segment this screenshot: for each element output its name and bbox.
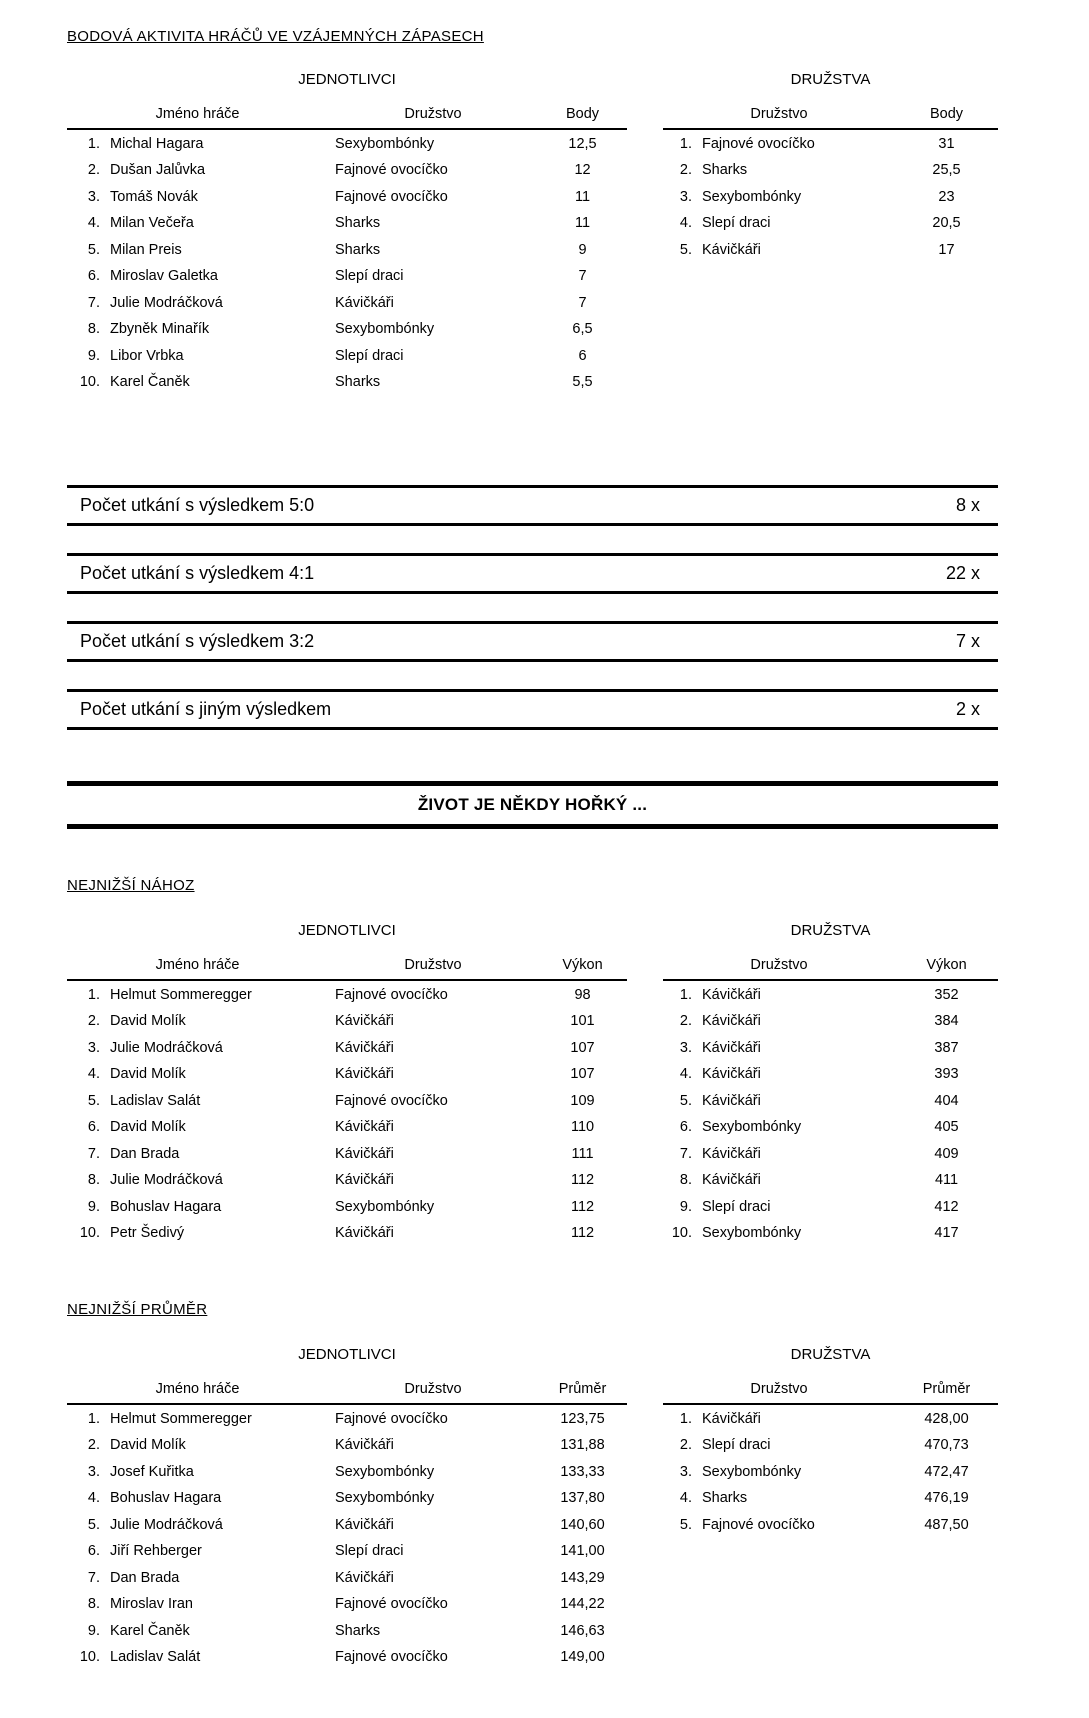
cell-value: 387 [934, 1039, 959, 1056]
table-row [663, 980, 998, 1008]
cell-name: Ladislav Salát [110, 1649, 201, 1665]
cell-rank: 5. [679, 241, 692, 258]
cell-value: 384 [934, 1013, 959, 1029]
col-header-team: Družstvo [328, 954, 538, 980]
cell-rank: 3. [679, 1039, 692, 1056]
cell-name: Julie Modráčková [110, 1172, 223, 1188]
table-header-row [663, 103, 998, 129]
cell-team: Kávičkáři [335, 1172, 394, 1188]
cell-value: 6 [578, 347, 587, 364]
cell-value: 352 [934, 986, 959, 1003]
cell-value: 110 [570, 1119, 595, 1135]
cell-team: Slepí draci [702, 215, 771, 231]
cell-name: Julie Modráčková [110, 1516, 223, 1533]
cell-team: Fajnové ovocíčko [335, 1596, 448, 1612]
cell-team: Sharks [335, 374, 381, 390]
table-row [663, 1404, 998, 1432]
cell-value: 149,00 [560, 1649, 605, 1665]
cell-team: Kávičkáři [702, 1410, 761, 1427]
cell-rank: 10. [79, 1649, 100, 1665]
col-header-points: Body [895, 103, 998, 129]
table-row [67, 1458, 627, 1485]
cell-name: Helmut Sommeregger [110, 986, 252, 1003]
cell-team: Slepí draci [702, 1437, 771, 1453]
lowest-throw-individuals-table [67, 954, 627, 1246]
cell-value: 12,5 [568, 135, 597, 152]
lowest-throw-section [67, 922, 998, 1246]
match-count-label: Počet utkání s výsledkem 5:0 [80, 495, 315, 515]
cell-value: 101 [570, 1013, 595, 1029]
table-row [67, 1114, 627, 1141]
table-row [67, 1008, 627, 1035]
match-count-value: 2 x [955, 699, 980, 719]
cell-value: 131,88 [560, 1437, 605, 1453]
cell-rank: 4. [87, 1066, 100, 1082]
cell-name: David Molík [110, 1437, 186, 1453]
cell-name: Dan Brada [110, 1569, 180, 1586]
cell-rank: 2. [87, 1013, 100, 1029]
cell-rank: 1. [87, 135, 100, 152]
cell-name: Helmut Sommeregger [110, 1410, 252, 1427]
cell-rank: 3. [679, 1463, 692, 1480]
table-header-row [67, 103, 627, 129]
cell-rank: 9. [87, 347, 100, 364]
cell-rank: 6. [87, 1543, 100, 1559]
cell-team: Sharks [335, 215, 381, 231]
cell-value: 112 [570, 1172, 595, 1188]
cell-value: 25,5 [932, 162, 961, 178]
table-row [67, 1167, 627, 1194]
table-row [663, 157, 998, 184]
cell-team: Fajnové ovocíčko [335, 986, 448, 1003]
table-row [67, 157, 627, 184]
cell-name: Miroslav Galetka [110, 268, 218, 284]
table-row [67, 342, 627, 369]
cell-rank: 9. [679, 1198, 692, 1215]
table-row [67, 1617, 627, 1644]
table-row [663, 1458, 998, 1485]
teams-label: DRUŽSTVA [790, 1346, 871, 1363]
teams-label: DRUŽSTVA [790, 71, 871, 88]
cell-team: Slepí draci [335, 268, 404, 284]
lowest-throw-teams-column [663, 922, 998, 1246]
table-row [67, 1644, 627, 1671]
table-row [663, 1034, 998, 1061]
cell-rank: 4. [87, 1490, 100, 1506]
lowest-average-teams-column [663, 1346, 998, 1538]
cell-value: 6,5 [572, 321, 593, 337]
match-count-value: 22 x [945, 563, 980, 583]
table-row [67, 289, 627, 316]
points-teams-table [663, 103, 998, 263]
cell-value: 20,5 [932, 215, 961, 231]
table-row [67, 210, 627, 237]
match-count-list [67, 485, 998, 730]
cell-rank: 3. [87, 1463, 100, 1480]
table-row [67, 1485, 627, 1512]
cell-value: 143,29 [560, 1569, 605, 1586]
cell-value: 7 [578, 268, 587, 284]
cell-team: Sexybombónky [335, 1198, 435, 1215]
cell-name: David Molík [110, 1013, 186, 1029]
table-row [663, 236, 998, 263]
cell-rank: 5. [679, 1516, 692, 1533]
cell-value: 409 [934, 1145, 959, 1162]
cell-name: Karel Čaněk [110, 374, 190, 390]
table-row [67, 980, 627, 1008]
table-row [67, 129, 627, 157]
cell-team: Kávičkáři [335, 1516, 394, 1533]
cell-rank: 3. [87, 188, 100, 205]
cell-value: 411 [934, 1172, 959, 1188]
table-row [67, 1061, 627, 1088]
col-header-performance: Výkon [895, 954, 998, 980]
cell-value: 23 [938, 188, 955, 205]
table-row [663, 1114, 998, 1141]
cell-rank: 8. [87, 321, 100, 337]
lowest-average-section [67, 1346, 998, 1670]
cell-rank: 1. [679, 1410, 692, 1427]
table-row [663, 1167, 998, 1194]
cell-value: 476,19 [924, 1490, 969, 1506]
cell-team: Kávičkáři [702, 1172, 761, 1188]
cell-rank: 9. [87, 1622, 100, 1639]
table-row [663, 129, 998, 157]
cell-team: Kávičkáři [335, 1119, 394, 1135]
match-count-value: 7 x [955, 631, 980, 651]
cell-rank: 3. [87, 1039, 100, 1056]
cell-name: Bohuslav Hagara [110, 1198, 222, 1215]
col-header-average: Průměr [895, 1378, 998, 1404]
cell-name: Libor Vrbka [110, 347, 184, 364]
table-row [67, 1564, 627, 1591]
cell-team: Kávičkáři [335, 1039, 394, 1056]
cell-value: 137,80 [560, 1490, 605, 1506]
lowest-average-individuals-table [67, 1378, 627, 1670]
cell-value: 412 [934, 1198, 959, 1215]
cell-value: 107 [570, 1039, 595, 1056]
cell-name: Zbyněk Minařík [110, 321, 210, 337]
cell-rank: 4. [87, 215, 100, 231]
table-header-row [67, 1378, 627, 1404]
cell-team: Slepí draci [335, 1543, 404, 1559]
col-header-player: Jméno hráče [67, 1378, 328, 1404]
cell-rank: 3. [679, 188, 692, 205]
cell-team: Kávičkáři [335, 1013, 394, 1029]
cell-team: Sexybombónky [702, 1119, 802, 1135]
individuals-label: JEDNOTLIVCI [298, 922, 396, 939]
table-header-row [663, 954, 998, 980]
cell-team: Fajnové ovocíčko [335, 1649, 448, 1665]
cell-value: 470,73 [924, 1437, 969, 1453]
cell-rank: 2. [87, 162, 100, 178]
cell-rank: 2. [679, 1013, 692, 1029]
col-header-average: Průměr [538, 1378, 627, 1404]
cell-team: Slepí draci [702, 1198, 771, 1215]
col-header-team: Družstvo [663, 1378, 895, 1404]
cell-team: Fajnové ovocíčko [702, 135, 815, 152]
match-count-row [67, 621, 998, 662]
cell-value: 112 [570, 1198, 595, 1215]
cell-rank: 5. [679, 1092, 692, 1109]
cell-team: Sharks [702, 1490, 748, 1506]
cell-rank: 7. [87, 1569, 100, 1586]
cell-rank: 5. [87, 1516, 100, 1533]
col-header-team: Družstvo [328, 103, 538, 129]
col-header-player: Jméno hráče [67, 954, 328, 980]
cell-rank: 7. [87, 294, 100, 311]
table-row [663, 1008, 998, 1035]
cell-name: Karel Čaněk [110, 1622, 190, 1639]
cell-rank: 5. [87, 1092, 100, 1109]
points-teams-column [663, 71, 998, 263]
table-row [67, 1220, 627, 1247]
col-header-team: Družstvo [663, 103, 895, 129]
cell-value: 12 [574, 162, 591, 178]
cell-name: Jiří Rehberger [110, 1543, 202, 1559]
cell-rank: 7. [679, 1145, 692, 1162]
col-header-player: Jméno hráče [67, 103, 328, 129]
lowest-throw-teams-table [663, 954, 998, 1246]
cell-team: Fajnové ovocíčko [335, 1410, 448, 1427]
lowest-average-heading: NEJNIŽŠÍ PRŮMĚR [67, 1301, 208, 1318]
table-row [663, 1511, 998, 1538]
cell-value: 109 [570, 1092, 595, 1109]
cell-rank: 5. [87, 241, 100, 258]
cell-value: 112 [570, 1225, 595, 1241]
table-row [663, 1432, 998, 1459]
cell-value: 123,75 [560, 1410, 605, 1427]
cell-name: Tomáš Novák [110, 188, 198, 205]
cell-team: Kávičkáři [702, 1145, 761, 1162]
cell-value: 393 [934, 1066, 959, 1082]
table-row [67, 1034, 627, 1061]
cell-rank: 7. [87, 1145, 100, 1162]
cell-team: Sexybombónky [335, 1463, 435, 1480]
cell-team: Sexybombónky [702, 1225, 802, 1241]
cell-name: David Molík [110, 1119, 186, 1135]
cell-team: Fajnové ovocíčko [335, 1092, 448, 1109]
cell-rank: 8. [87, 1596, 100, 1612]
table-row [663, 210, 998, 237]
cell-rank: 6. [87, 268, 100, 284]
cell-team: Kávičkáři [702, 241, 761, 258]
cell-value: 31 [938, 135, 955, 152]
match-count-row [67, 485, 998, 526]
cell-team: Slepí draci [335, 347, 404, 364]
cell-rank: 1. [87, 986, 100, 1003]
cell-value: 7 [578, 294, 587, 311]
cell-value: 472,47 [924, 1463, 969, 1480]
cell-team: Kávičkáři [702, 1066, 761, 1082]
table-row [67, 1193, 627, 1220]
table-row [67, 1538, 627, 1565]
cell-name: Miroslav Iran [110, 1596, 193, 1612]
cell-rank: 4. [679, 1066, 692, 1082]
cell-team: Kávičkáři [335, 1145, 394, 1162]
table-row [67, 369, 627, 396]
table-row [663, 183, 998, 210]
teams-label: DRUŽSTVA [790, 922, 871, 939]
cell-name: Milan Večeřa [110, 215, 194, 231]
cell-value: 405 [934, 1119, 959, 1135]
cell-rank: 1. [679, 135, 692, 152]
page-title: BODOVÁ AKTIVITA HRÁČŮ VE VZÁJEMNÝCH ZÁPASECH [67, 28, 484, 45]
cell-rank: 4. [679, 1490, 692, 1506]
cell-rank: 8. [87, 1172, 100, 1188]
match-count-row [67, 553, 998, 594]
cell-team: Sharks [335, 1622, 381, 1639]
match-count-row [67, 689, 998, 730]
cell-value: 11 [574, 215, 591, 231]
table-row [67, 1432, 627, 1459]
cell-rank: 10. [671, 1225, 692, 1241]
cell-team: Kávičkáři [335, 1225, 394, 1241]
cell-team: Kávičkáři [335, 1066, 394, 1082]
cell-value: 140,60 [560, 1516, 605, 1533]
lowest-throw-heading: NEJNIŽŠÍ NÁHOZ [67, 877, 195, 894]
cell-rank: 6. [679, 1119, 692, 1135]
cell-rank: 2. [679, 162, 692, 178]
cell-value: 98 [574, 986, 591, 1003]
cell-rank: 8. [679, 1172, 692, 1188]
col-header-team: Družstvo [328, 1378, 538, 1404]
cell-team: Sharks [702, 162, 748, 178]
table-row [663, 1061, 998, 1088]
cell-rank: 10. [79, 1225, 100, 1241]
cell-value: 417 [934, 1225, 959, 1241]
lowest-average-teams-table [663, 1378, 998, 1538]
cell-name: Julie Modráčková [110, 294, 223, 311]
lowest-average-individuals-column [67, 1346, 627, 1670]
table-row [67, 316, 627, 343]
cell-name: Ladislav Salát [110, 1092, 201, 1109]
cell-team: Fajnové ovocíčko [335, 188, 448, 205]
cell-name: Michal Hagara [110, 135, 204, 152]
cell-value: 487,50 [924, 1516, 969, 1533]
table-row [67, 1140, 627, 1167]
cell-rank: 10. [79, 374, 100, 390]
cell-name: Dan Brada [110, 1145, 180, 1162]
banner-title: ŽIVOT JE NĚKDY HOŘKÝ ... [67, 781, 998, 829]
cell-team: Kávičkáři [702, 1039, 761, 1056]
cell-rank: 6. [87, 1119, 100, 1135]
cell-team: Kávičkáři [335, 1569, 394, 1586]
cell-value: 11 [574, 188, 591, 205]
cell-team: Kávičkáři [335, 1437, 394, 1453]
cell-team: Kávičkáři [335, 294, 394, 311]
match-count-label: Počet utkání s jiným výsledkem [80, 699, 332, 719]
table-row [67, 1087, 627, 1114]
cell-value: 9 [578, 241, 587, 258]
col-header-performance: Výkon [538, 954, 627, 980]
cell-value: 133,33 [560, 1463, 605, 1480]
cell-name: Julie Modráčková [110, 1039, 223, 1056]
cell-team: Kávičkáři [702, 1013, 761, 1029]
table-row [663, 1220, 998, 1247]
cell-team: Sexybombónky [335, 1490, 435, 1506]
table-row [663, 1193, 998, 1220]
table-row [663, 1485, 998, 1512]
table-row [67, 236, 627, 263]
cell-team: Fajnové ovocíčko [335, 162, 448, 178]
cell-team: Sexybombónky [335, 135, 435, 152]
match-count-value: 8 x [955, 495, 980, 515]
cell-rank: 9. [87, 1198, 100, 1215]
table-row [663, 1140, 998, 1167]
cell-name: Dušan Jalůvka [110, 162, 206, 178]
points-individuals-column [67, 71, 627, 395]
col-header-points: Body [538, 103, 627, 129]
cell-team: Sexybombónky [702, 1463, 802, 1480]
table-header-row [67, 954, 627, 980]
cell-name: David Molík [110, 1066, 186, 1082]
points-individuals-table [67, 103, 627, 395]
table-row [663, 1087, 998, 1114]
cell-team: Kávičkáři [702, 986, 761, 1003]
match-count-label: Počet utkání s výsledkem 3:2 [80, 631, 315, 651]
table-row [67, 1591, 627, 1618]
cell-rank: 1. [679, 986, 692, 1003]
cell-value: 17 [938, 241, 955, 258]
table-header-row [663, 1378, 998, 1404]
cell-rank: 2. [679, 1437, 692, 1453]
cell-rank: 2. [87, 1437, 100, 1453]
individuals-label: JEDNOTLIVCI [298, 1346, 396, 1363]
cell-value: 144,22 [560, 1596, 605, 1612]
cell-value: 404 [934, 1092, 959, 1109]
cell-value: 146,63 [560, 1622, 605, 1639]
cell-team: Kávičkáři [702, 1092, 761, 1109]
cell-value: 107 [570, 1066, 595, 1082]
cell-value: 428,00 [924, 1410, 969, 1427]
table-row [67, 1511, 627, 1538]
cell-name: Josef Kuřitka [110, 1463, 194, 1480]
table-row [67, 183, 627, 210]
cell-value: 141,00 [560, 1543, 605, 1559]
table-row [67, 263, 627, 290]
cell-name: Petr Šedivý [110, 1225, 185, 1241]
table-row [67, 1404, 627, 1432]
points-section [67, 71, 998, 395]
lowest-throw-individuals-column [67, 922, 627, 1246]
cell-name: Bohuslav Hagara [110, 1490, 222, 1506]
cell-team: Sharks [335, 241, 381, 258]
cell-value: 111 [571, 1145, 594, 1162]
cell-value: 5,5 [572, 374, 593, 390]
cell-name: Milan Preis [110, 241, 182, 258]
individuals-label: JEDNOTLIVCI [298, 71, 396, 88]
col-header-team: Družstvo [663, 954, 895, 980]
cell-team: Sexybombónky [335, 321, 435, 337]
cell-team: Sexybombónky [702, 188, 802, 205]
cell-rank: 4. [679, 215, 692, 231]
match-count-label: Počet utkání s výsledkem 4:1 [80, 563, 315, 583]
cell-team: Fajnové ovocíčko [702, 1516, 815, 1533]
cell-rank: 1. [87, 1410, 100, 1427]
